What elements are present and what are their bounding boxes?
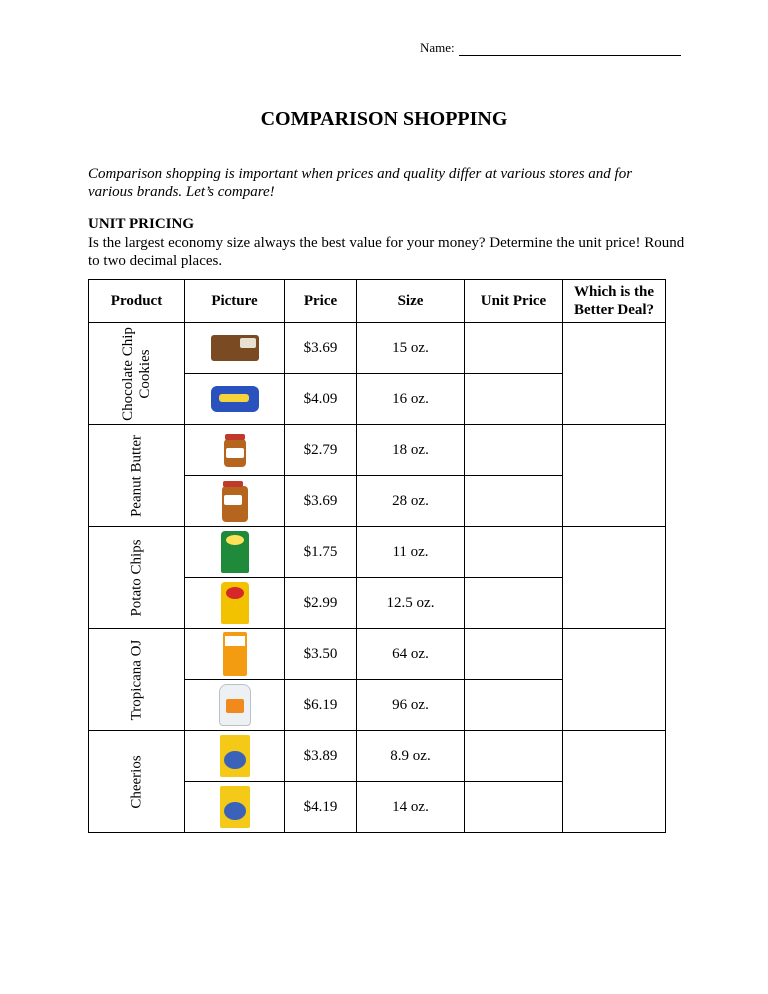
category-cell	[89, 731, 185, 833]
header-product: Product	[89, 280, 185, 323]
juice-carton-icon	[223, 632, 247, 676]
better-deal-cell[interactable]	[563, 629, 666, 731]
size-cell: 11 oz.	[357, 527, 465, 578]
picture-cell	[185, 527, 285, 578]
table-row	[89, 323, 666, 374]
table-row	[89, 527, 666, 578]
price-cell: $6.19	[285, 680, 357, 731]
better-deal-cell[interactable]	[563, 527, 666, 629]
unit-price-cell[interactable]	[465, 476, 563, 527]
juice-jug-icon	[219, 684, 251, 726]
size-cell: 15 oz.	[357, 323, 465, 374]
price-cell: $3.69	[285, 323, 357, 374]
price-cell: $3.89	[285, 731, 357, 782]
name-label: Name:	[420, 40, 455, 55]
unit-price-cell[interactable]	[465, 680, 563, 731]
price-cell: $1.75	[285, 527, 357, 578]
header-row	[89, 280, 666, 323]
category-cell	[89, 425, 185, 527]
picture-cell	[185, 782, 285, 833]
table-row	[89, 629, 666, 680]
name-blank[interactable]	[459, 42, 681, 56]
better-deal-cell[interactable]	[563, 323, 666, 425]
header-unit-price: Unit Price	[465, 280, 563, 323]
peanut-butter-jar-icon	[222, 486, 248, 522]
instructions: Is the largest economy size always the best value for your money? Determine the unit price! Round to two decimal places.	[88, 235, 685, 269]
picture-cell	[185, 629, 285, 680]
cookie-package-icon	[211, 335, 259, 361]
category-cell	[89, 629, 185, 731]
picture-cell	[185, 374, 285, 425]
header-picture: Picture	[185, 280, 285, 323]
category-label: Peanut Butter	[128, 434, 144, 517]
size-cell: 28 oz.	[357, 476, 465, 527]
table-row	[89, 425, 666, 476]
size-cell: 14 oz.	[357, 782, 465, 833]
better-deal-cell[interactable]	[563, 425, 666, 527]
price-cell: $3.50	[285, 629, 357, 680]
category-label: Chocolate Chip Cookies	[119, 326, 153, 421]
cereal-box-icon	[220, 786, 250, 828]
unit-price-cell[interactable]	[465, 323, 563, 374]
table-row	[89, 731, 666, 782]
unit-price-cell[interactable]	[465, 731, 563, 782]
picture-cell	[185, 578, 285, 629]
category-cell	[89, 323, 185, 425]
chip-bag-icon	[221, 582, 249, 624]
picture-cell	[185, 476, 285, 527]
price-cell: $2.99	[285, 578, 357, 629]
header-size: Size	[357, 280, 465, 323]
category-label: Potato Chips	[128, 538, 144, 617]
unit-price-cell[interactable]	[465, 629, 563, 680]
cookie-package-icon	[211, 386, 259, 412]
category-label: Tropicana OJ	[128, 639, 144, 720]
unit-price-cell[interactable]	[465, 578, 563, 629]
price-cell: $4.09	[285, 374, 357, 425]
price-cell: $4.19	[285, 782, 357, 833]
header-better-deal: Which is the Better Deal?	[563, 280, 666, 323]
size-cell: 16 oz.	[357, 374, 465, 425]
peanut-butter-jar-icon	[224, 439, 246, 467]
chip-bag-icon	[221, 531, 249, 573]
picture-cell	[185, 425, 285, 476]
picture-cell	[185, 731, 285, 782]
picture-cell	[185, 323, 285, 374]
unit-price-cell[interactable]	[465, 425, 563, 476]
size-cell: 8.9 oz.	[357, 731, 465, 782]
category-label: Cheerios	[128, 754, 144, 809]
size-cell: 12.5 oz.	[357, 578, 465, 629]
header-price: Price	[285, 280, 357, 323]
better-deal-cell[interactable]	[563, 731, 666, 833]
size-cell: 64 oz.	[357, 629, 465, 680]
unit-price-cell[interactable]	[465, 527, 563, 578]
page-title: COMPARISON SHOPPING	[260, 108, 508, 130]
size-cell: 18 oz.	[357, 425, 465, 476]
price-cell: $3.69	[285, 476, 357, 527]
unit-price-cell[interactable]	[465, 374, 563, 425]
unit-price-cell[interactable]	[465, 782, 563, 833]
intro-paragraph: Comparison shopping is important when prices and quality differ at various stores and for various brands. Let’s compare!	[88, 166, 633, 200]
picture-cell	[185, 680, 285, 731]
category-cell	[89, 527, 185, 629]
comparison-table	[88, 279, 666, 833]
section-heading: UNIT PRICING	[88, 216, 194, 232]
price-cell: $2.79	[285, 425, 357, 476]
size-cell: 96 oz.	[357, 680, 465, 731]
name-line	[420, 40, 681, 56]
cereal-box-icon	[220, 735, 250, 777]
